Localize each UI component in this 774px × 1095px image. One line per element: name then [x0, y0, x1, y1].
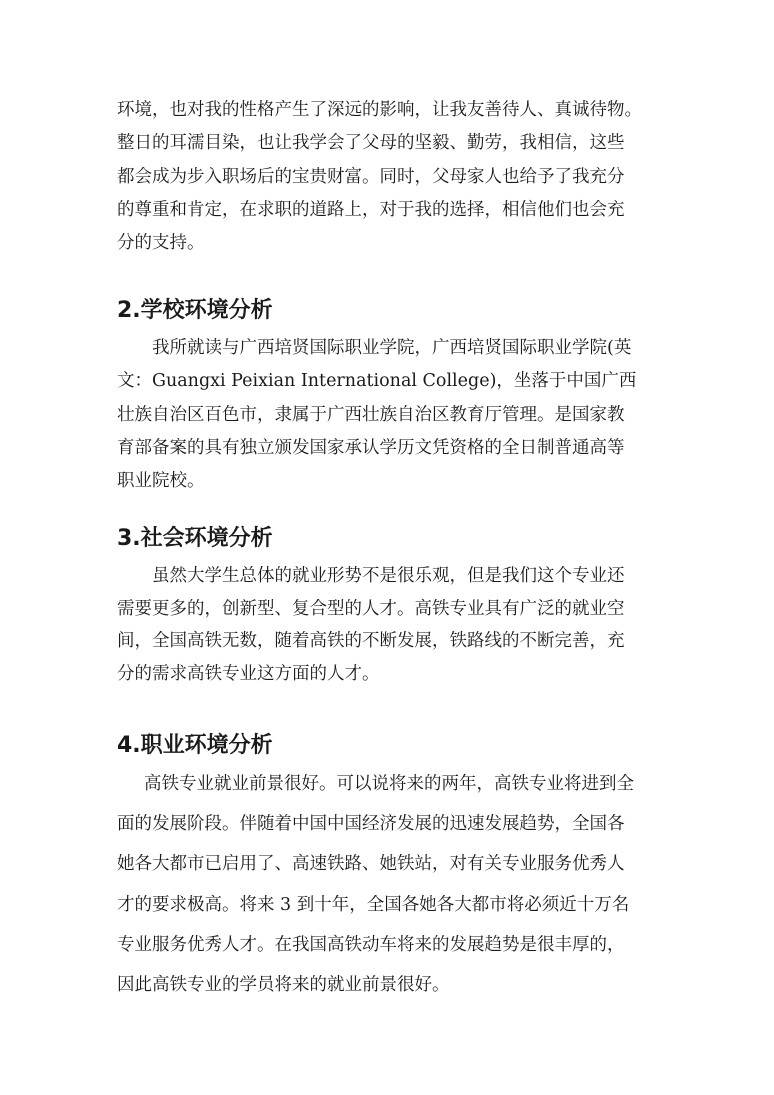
paragraph-line: 都会成为步入职场后的宝贵财富。同时，父母家人也给予了我充分 [117, 166, 625, 187]
social-environment-paragraph [117, 560, 662, 690]
paragraph-line: 面的发展阶段。伴随着中国中国经济发展的迅速发展趋势，全国各 [117, 814, 625, 835]
paragraph-line: 分的支持。 [117, 233, 205, 254]
school-environment-paragraph [117, 332, 662, 498]
paragraph-line: 育部备案的具有独立颁发国家承认学历文凭资格的全日制普通高等 [117, 437, 625, 458]
paragraph-line: 高铁专业就业前景很好。可以说将来的两年，高铁专业将进到全 [144, 774, 634, 794]
paragraph-line: 文：Guangxi Peixian International College)，坐落于中国广西 [117, 371, 637, 392]
paragraph-line: 因此高铁专业的学员将来的就业前景很好。 [117, 974, 450, 995]
section-heading-career-environment: 4.职业环境分析 [117, 733, 273, 758]
paragraph-line: 我所就读与广西培贤国际职业学院，广西培贤国际职业学院(英 [152, 338, 632, 358]
paragraph-line: 间，全国高铁无数，随着高铁的不断发展，铁路线的不断完善，充 [117, 631, 625, 651]
paragraph-line: 环境，也对我的性格产生了深远的影响，让我友善待人、真诚待物。 [117, 100, 642, 120]
career-environment-paragraph [117, 764, 662, 1005]
paragraph-line: 分的需求高铁专业这方面的人才。 [117, 663, 380, 684]
paragraph-line: 才的要求极高。将来 3 到十年，全国各她各大都市将必须近十万名 [117, 894, 630, 915]
paragraph-line: 她各大都市已启用了、高速铁路、她铁站，对有关专业服务优秀人 [117, 854, 625, 875]
paragraph-line: 专业服务优秀人才。在我国高铁动车将来的发展趋势是很丰厚的， [117, 934, 625, 955]
section-heading-social-environment: 3.社会环境分析 [117, 526, 273, 551]
paragraph-line: 职业院校。 [117, 471, 205, 492]
paragraph-line: 的尊重和肯定，在求职的道路上，对于我的选择，相信他们也会充 [117, 199, 625, 220]
section-heading-school-environment: 2.学校环境分析 [117, 298, 273, 323]
paragraph-line: 虽然大学生总体的就业形势不是很乐观，但是我们这个专业还 [152, 566, 625, 586]
paragraph-line: 需要更多的，创新型、复合型的人才。高铁专业具有广泛的就业空 [117, 598, 625, 619]
paragraph-line: 整日的耳濡目染，也让我学会了父母的坚毅、勤劳，我相信，这些 [117, 133, 625, 154]
intro-paragraph [117, 94, 662, 260]
paragraph-line: 壮族自治区百色市，隶属于广西壮族自治区教育厅管理。是国家教 [117, 404, 625, 425]
